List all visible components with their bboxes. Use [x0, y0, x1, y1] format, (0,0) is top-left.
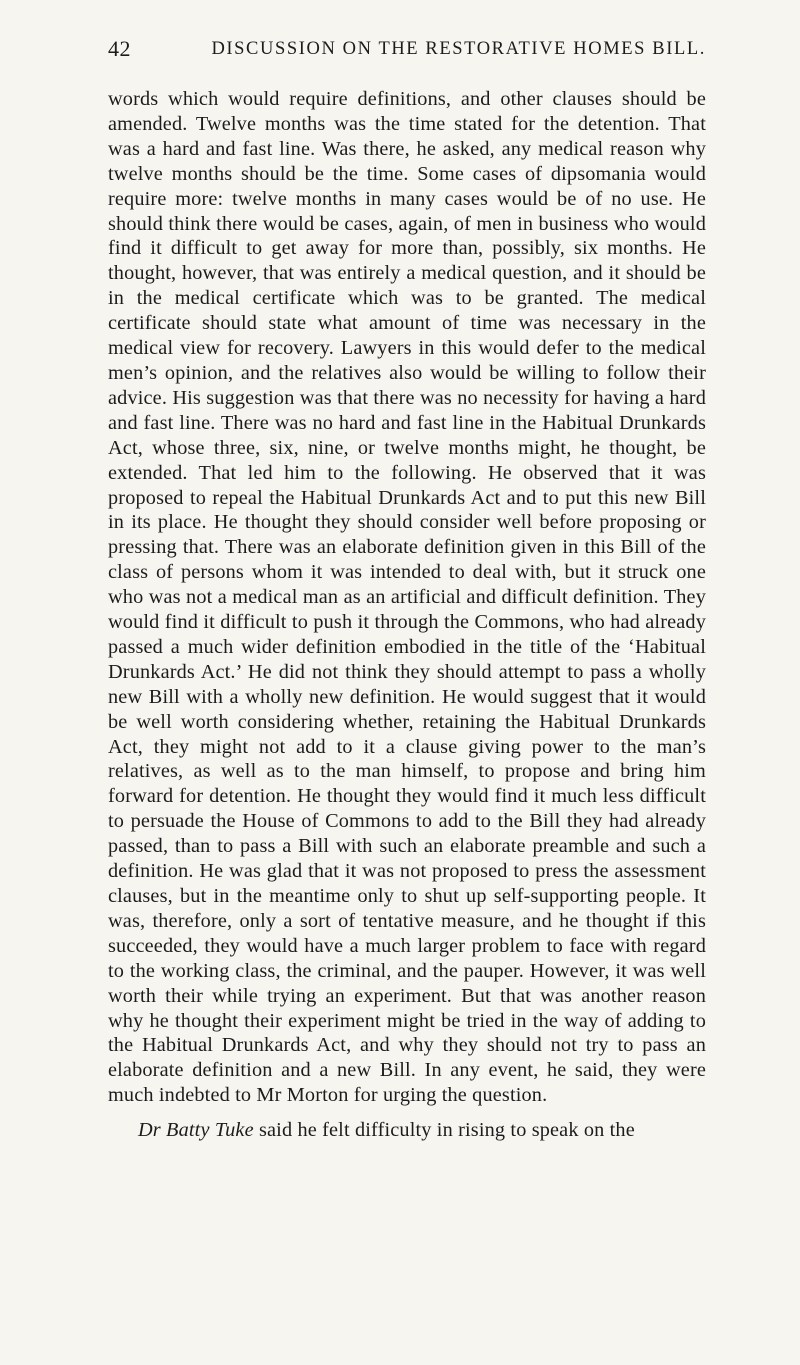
speaker-statement: said he felt difficulty in rising to speak on the	[258, 1119, 635, 1142]
running-title: DISCUSSION ON THE RESTORATIVE HOMES BILL.	[211, 39, 706, 59]
discussion-paragraph: words which would require definitions, and other clauses should be amended. Twelve months was the time stated for the detention. That was a hard and fast line. Was there, he asked, any medical reason why twelve months should be the time. Some cases of dipsomania would require more: twelve months in many cases would be of no use. He should think there would be cases, again, of men in business who would find it difficult to get away for more than, possibly, six months. He thought, however, that was entirely a medical question, and it should be in the medical certificate which was to be granted. The medical certificate should state what amount of time was necessary in the medical view for recovery. Lawyers in this would defer to the medical men’s opinion, and the relatives also would be willing to follow their advice. His suggestion was that there was no necessity for having a hard and fast line. There was no hard and fast line in the Habitual Drunkards Act, whose three, six, nine, or twelve months might, he thought, be extended. That led him to the following. He observed that it was proposed to repeal the Habitual Drunkards Act and to put this new Bill in its place. He thought they should consider well before proposing or pressing that. There was an elaborate definition given in this Bill of the class of persons whom it was intended to deal with, but it struck one who was not a medical man as an artificial and difficult definition. They would find it difficult to push it through the Commons, who had already passed a much wider definition embodied in the title of the ‘Habitual Drunkards Act.’ He did not think they should attempt to pass a wholly new Bill with a wholly new definition. He would suggest that it would be well worth considering whether, retaining the Habitual Drunkards Act, they might not add to it a clause giving power to the man’s relatives, as well as to the man himself, to propose and bring him forward for detention. He thought they would find it much less difficult to persuade the House of Commons to add to the Bill they had already passed, than to pass a Bill with such an elaborate preamble and such a definition. He was glad that it was not proposed to press the assessment clauses, but in the meantime only to shut up self-supporting people. It was, therefore, only a sort of tentative measure, and he thought if this succeeded, they would have a much larger problem to face with regard to the working class, the criminal, and the pauper. However, it was well worth their while trying an experiment. But that was another reason why he thought their experiment might be tried in the way of adding to the Habitual Drunkards Act, and why they should not try to pass an elaborate definition and a new Bill. In any event, he said, they were much indebted to Mr Morton for urging the question.	[108, 88, 706, 1107]
speaker-paragraph	[108, 1118, 706, 1143]
running-header	[108, 36, 706, 66]
page-number: 42	[108, 36, 131, 61]
speaker-name: Dr Batty Tuke	[138, 1119, 254, 1142]
page-body-text	[108, 87, 706, 1143]
